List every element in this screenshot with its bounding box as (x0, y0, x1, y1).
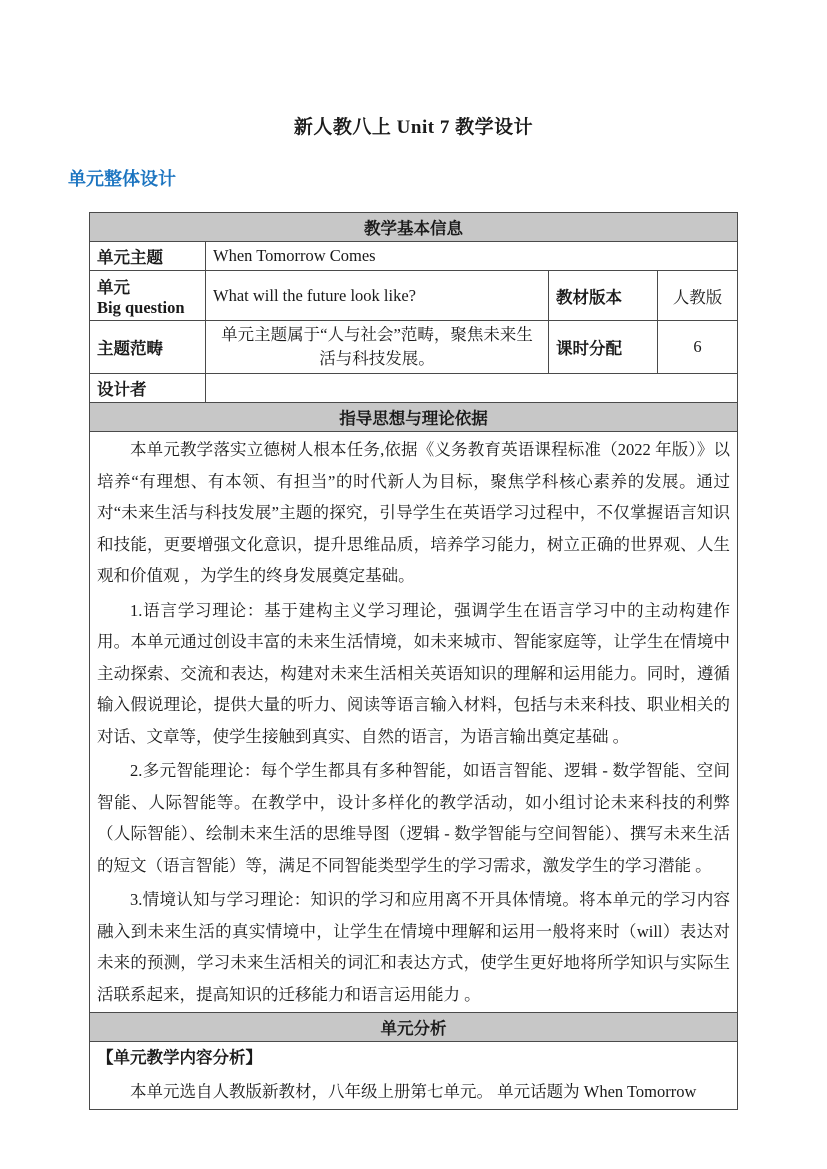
table-row-unit-analysis-body (90, 1042, 738, 1110)
guiding-ideology-header: 指导思想与理论依据 (90, 403, 738, 432)
basic-info-header: 教学基本信息 (90, 213, 738, 242)
unit-analysis-body (90, 1042, 738, 1110)
table-row-designer (90, 374, 738, 403)
guiding-paragraph-1: 本单元教学落实立德树人根本任务,依据《义务教育英语课程标准（2022 年版）》以培养“有理想、有本领、有担当”的时代新人为目标，聚焦学科核心素养的发展。通过对“未来生活与科技发展”主题的探究，引导学生在英语学习过程中，不仅掌握语言知识和技能，更要增强文化意识，提升思维品质，培养学习能力，树立正确的世界观、人生观和价值观 ，为学生的终身发展奠定基础。 (97, 440, 730, 585)
big-question-label (90, 271, 206, 321)
unit-theme-label: 单元主题 (90, 242, 206, 271)
table-row-guiding-body (90, 432, 738, 1013)
guiding-ideology-body (90, 432, 738, 1013)
designer-value (206, 374, 738, 403)
guiding-paragraph-4: 3.情境认知与学习理论：知识的学习和应用离不开具体情境。将本单元的学习内容融入到未来生活的真实情境中，让学生在情境中理解和运用一般将来时（will）表达对未来的预测，学习未来生活相关的词汇和表达方式，使学生更好地将所学知识与实际生活联系起来，提高知识的迁移能力和语言运用能力 。 (97, 890, 730, 1004)
textbook-version-label: 教材版本 (549, 271, 658, 321)
designer-label: 设计者 (90, 374, 206, 403)
textbook-version-value: 人教版 (658, 271, 738, 321)
big-question-label-line1: 单元 (97, 277, 130, 297)
document-title: 新人教八上 Unit 7 教学设计 (293, 117, 534, 138)
guiding-paragraph-2: 1.语言学习理论：基于建构主义学习理论，强调学生在语言学习中的主动构建作用。本单元通过创设丰富的未来生活情境，如未来城市、智能家庭等，让学生在情境中主动探索、交流和表达，构建对未来生活相关英语知识的理解和运用能力。同时，遵循输入假说理论，提供大量的听力、阅读等语言输入材料，包括与未来科技、职业相关的对话、文章等，使学生接触到真实、自然的语言，为语言输出奠定基础 。 (97, 600, 730, 746)
table-row-unit-analysis-header (90, 1013, 738, 1042)
theme-scope-label: 主题范畴 (90, 321, 206, 374)
teaching-info-table (89, 212, 738, 1110)
guiding-paragraph-3: 2.多元智能理论：每个学生都具有多种智能，如语言智能、逻辑 - 数学智能、空间智能、人际智能等。在教学中，设计多样化的教学活动，如小组讨论未来科技的利弊（人际智能）、绘制未来生活的思维导图（逻辑 - 数学智能与空间智能）、撰写未来生活的短文（语言智能）等，满足不同智能类型学生的学习需求，激发学生的学习潜能 。 (97, 761, 730, 875)
lesson-allocation-value: 6 (658, 321, 738, 374)
table-row-big-question (90, 271, 738, 321)
table-row-guiding-header (90, 403, 738, 432)
big-question-label-line2: Big question (97, 297, 185, 317)
lesson-allocation-label: 课时分配 (549, 321, 658, 374)
content-analysis-subheading: 【单元教学内容分析】 (97, 1048, 262, 1067)
content-analysis-paragraph: 本单元选自人教版新教材，八年级上册第七单元。 单元话题为 When Tomorrow (130, 1082, 697, 1101)
section-heading-unit-overall-design: 单元整体设计 (68, 169, 176, 189)
table-row-unit-theme (90, 242, 738, 271)
theme-scope-value: 单元主题属于“人与社会”范畴，聚焦未来生活与科技发展。 (206, 321, 549, 374)
table-row-theme-scope (90, 321, 738, 374)
unit-theme-value: When Tomorrow Comes (206, 242, 738, 271)
big-question-value: What will the future look like? (206, 271, 549, 321)
unit-analysis-header: 单元分析 (90, 1013, 738, 1042)
table-row-basic-info-header (90, 213, 738, 242)
